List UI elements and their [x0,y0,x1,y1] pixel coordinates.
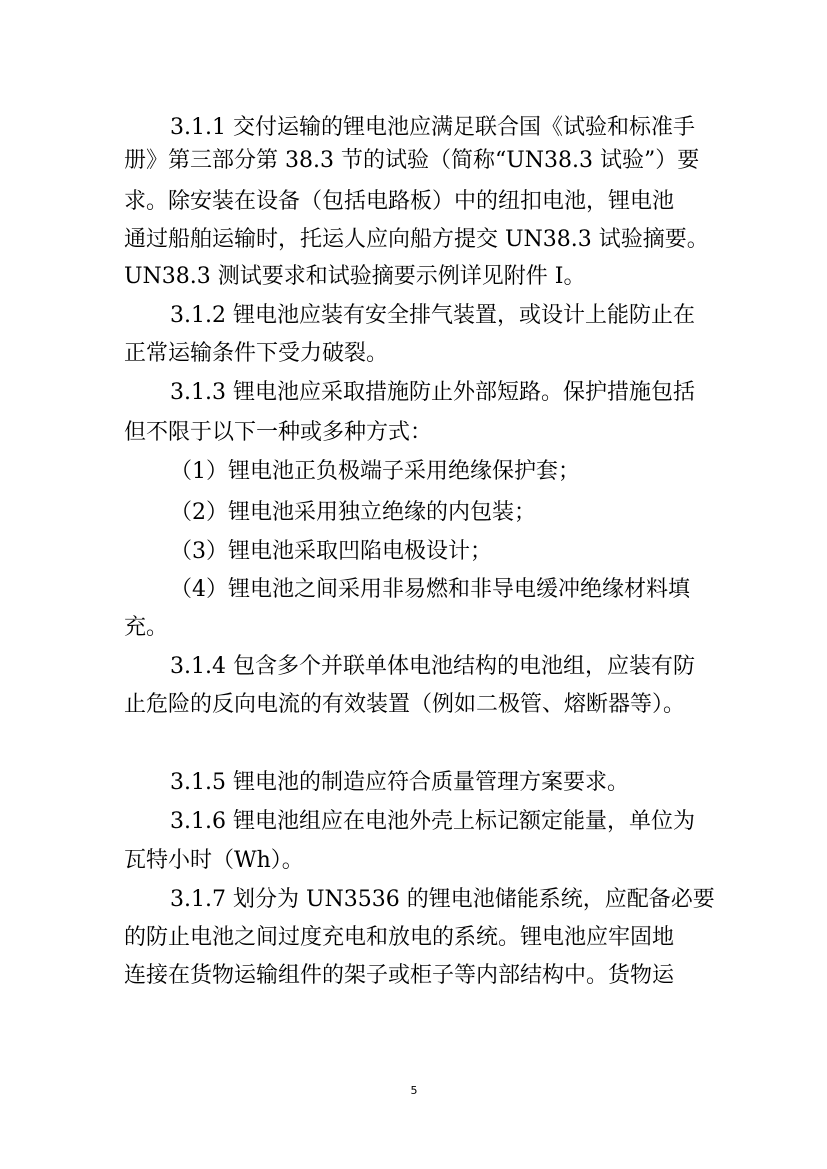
text-line: 3.1.1 交付运输的锂电池应满足联合国《试验和标准手 [170,115,695,140]
text-line: 册》第三部分第 38.3 节的试验（简称“UN38.3 试验”）要 [124,148,700,173]
text-line: 止危险的反向电流的有效装置（例如二极管、熔断器等）。 [124,692,686,717]
text-line: 3.1.3 锂电池应采取措施防止外部短路。保护措施包括 [170,380,695,405]
text-line: 求。除安装在设备（包括电路板）中的纽扣电池，锂电池 [124,189,675,214]
text-line: UN38.3 测试要求和试验摘要示例详见附件 I。 [124,264,586,289]
text-line: 瓦特小时（Wh）。 [124,848,304,873]
text-line: 连接在货物运输组件的架子或柜子等内部结构中。货物运 [124,963,675,988]
text-line: 正常运输条件下受力破裂。 [124,341,389,366]
list-item: （1）锂电池正负极端子采用绝缘保护套； [170,459,580,484]
text-line: 3.1.6 锂电池组应在电池外壳上标记额定能量，单位为 [170,809,695,834]
text-line: 的防止电池之间过度充电和放电的系统。锂电池应牢固地 [124,925,675,950]
text-line: 充。 [124,615,169,640]
text-line: 3.1.2 锂电池应装有安全排气装置，或设计上能防止在 [170,303,695,328]
text-line: 通过船舶运输时，托运人应向船方提交 UN38.3 试验摘要。 [124,227,709,252]
page-number: 5 [410,1084,418,1097]
text-line: 3.1.7 划分为 UN3536 的锂电池储能系统，应配备必要 [170,887,715,912]
list-item: （2）锂电池采用独立绝缘的内包装； [170,500,536,525]
text-line: 3.1.5 锂电池的制造应符合质量管理方案要求。 [170,770,629,795]
list-item: （3）锂电池采取凹陷电极设计； [170,539,492,564]
text-line: 3.1.4 包含多个并联单体电池结构的电池组，应装有防 [170,654,695,679]
text-line: 但不限于以下一种或多种方式： [124,420,433,445]
list-item: （4）锂电池之间采用非易燃和非导电缓冲绝缘材料填 [170,577,690,602]
